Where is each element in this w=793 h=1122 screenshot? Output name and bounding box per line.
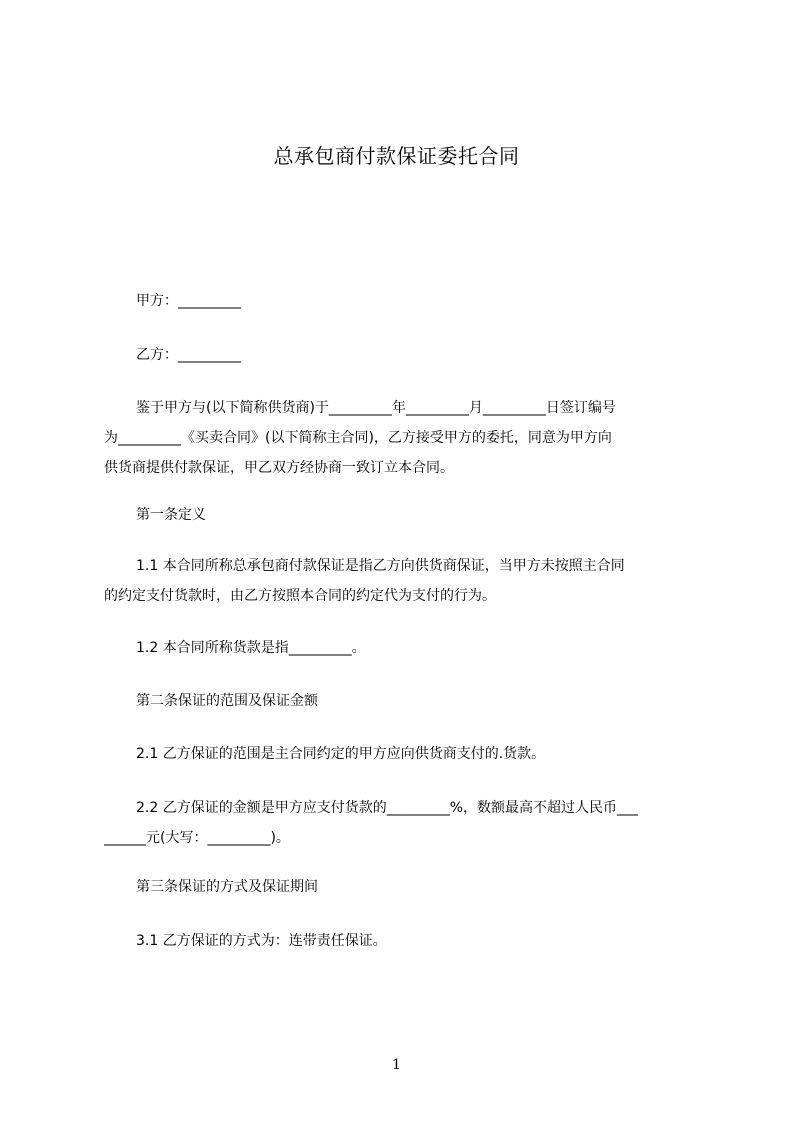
preamble-paragraph: [104, 393, 700, 483]
clause-3-1-text: 3.1 乙方保证的方式为：连带责任保证。: [136, 933, 387, 949]
article-1-heading-text: 第一条定义: [136, 507, 206, 523]
clause-1-2-paragraph: [104, 633, 732, 663]
article-1-heading: [104, 500, 732, 530]
party-a-text: 甲方：_________: [136, 293, 241, 309]
article-2-heading: [104, 686, 732, 716]
preamble-line-1: 鉴于甲方与(以下简称供货商)于_________年_________月_________日签订编号: [136, 400, 616, 416]
article-2-heading-text: 第二条保证的范围及保证金额: [136, 693, 318, 709]
clause-2-2-line-1: 2.2 乙方保证的金额是甲方应支付货款的_________%，数额最高不超过人民币___: [136, 800, 639, 816]
clause-3-1-paragraph: [104, 926, 732, 956]
preamble-line-3: 供货商提供付款保证，甲乙双方经协商一致订立本合同。: [104, 460, 454, 476]
clause-2-1-text: 2.1 乙方保证的范围是主合同约定的甲方应向供货商支付的.货款。: [136, 746, 546, 762]
clause-2-2-paragraph: [104, 793, 700, 853]
page-number: 1: [392, 1057, 401, 1073]
clause-2-1-paragraph: [104, 739, 732, 769]
party-b-text: 乙方：_________: [136, 347, 241, 363]
article-3-heading: [104, 872, 732, 902]
party-a-line: [104, 286, 732, 316]
clause-1-1-paragraph: [104, 551, 700, 611]
clause-1-1-line-1: 1.1 本合同所称总承包商付款保证是指乙方向供货商保证，当甲方未按照主合同: [136, 558, 625, 574]
clause-1-2-text: 1.2 本合同所称货款是指_________。: [136, 640, 366, 656]
clause-1-1-line-2: 的约定支付货款时，由乙方按照本合同的约定代为支付的行为。: [104, 588, 496, 604]
article-3-heading-text: 第三条保证的方式及保证期间: [136, 879, 318, 895]
clause-2-2-line-2: ______元(大写：_________)。: [104, 830, 290, 846]
document-title: 总承包商付款保证委托合同: [273, 144, 520, 168]
party-b-line: [104, 340, 732, 370]
preamble-line-2: 为_________《买卖合同》(以下简称主合同)，乙方接受甲方的委托，同意为甲方向: [104, 430, 612, 446]
